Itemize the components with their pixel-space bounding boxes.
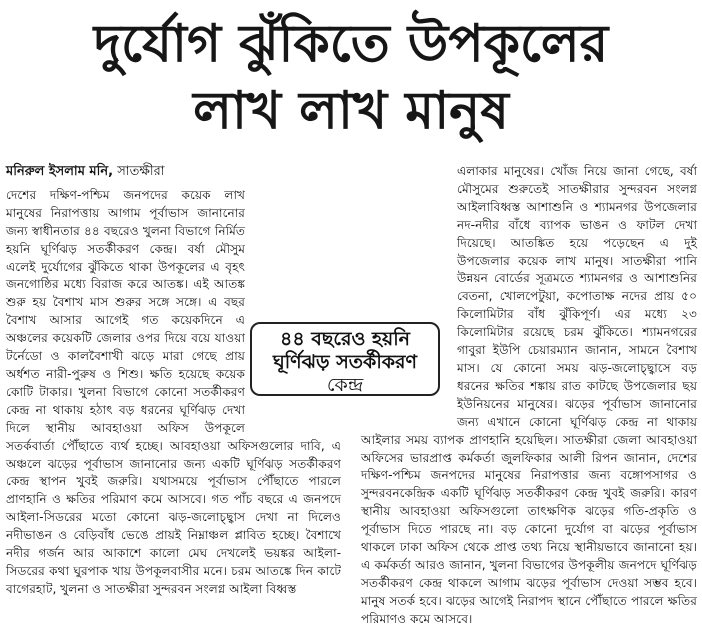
- pullquote-line-2: ঘূর্ণিঝড় সতর্কীকরণ: [273, 351, 417, 373]
- headline-line-2: লাখ লাখ মানুষ: [193, 81, 509, 141]
- byline: [6, 163, 341, 181]
- pullquote-line-3: কেন্দ্র: [326, 374, 364, 396]
- pullquote-line-1: ৪৪ বছরেও হয়নি: [280, 328, 410, 350]
- byline-place: সাতক্ষীরা: [113, 164, 165, 179]
- article-body-left: দেশের দক্ষিণ-পশ্চিম জনপদের কয়েক লাখ মানুষের নিরাপত্তায় আগাম পূর্বাভাস জানানোর জন্য স্বাধীনতার ৪৪ বছরেও খুলনা বিভাগে নির্মিত হয়নি ঘূর্ণিঝড় সতর্কীকরণ কেন্দ্র। বর্ষা মৌসুম এলেই দুর্যোগের ঝুঁকিতে থাকা উপকূলের এ বৃহৎ জনগোষ্ঠির মধ্যে বিরাজ করে আতঙ্ক। এই আতঙ্ক শুরু হয় বৈশাখ মাস শুরুর সঙ্গে সঙ্গে। এ বছর বৈশাখ আসার আগেই গত কয়েকদিনে এ অঞ্চলের কয়েকটি জেলার ওপর দিয়ে বয়ে যাওয়া টর্নেডো ও কালবৈশাখী ঝড়ে মারা গেছে প্রায় অর্ধশত নারী-পুরুষ ও শিশু। ক্ষতি হয়েছে কয়েক কোটি টাকার। খুলনা বিভাগে কোনো সতর্কীকরণ কেন্দ্র না থাকায় হঠাৎ বড় ধরনের ঘূর্ণিঝড় দেখা দিলে স্থানীয় আবহাওয়া অফিস উপকূলে সতর্কবার্তা পৌঁছাতে ব্যর্থ হচ্ছে। আবহাওয়া অফিসগুলোর দাবি, এ অঞ্চলে ঝড়ের পূর্বাভাস জানানোর জন্য একটি ঘূর্ণিঝড় সতর্কীকরণ কেন্দ্র স্থাপন খুবই জরুরি। যথাসময়ে পূর্বাভাস পৌঁছাতে পারলে প্রাণহানি ও ক্ষতির পরিমাণ কমে আসবে। গত পাঁচ বছরে এ জনপদে আইলা-সিডরের মতো কোনো ঝড়-জলোচ্ছ্বাস দেখা না দিলেও নদীভাঙন ও বেড়িবাঁধ ভেঙে প্রায়ই নিম্নাঞ্চল প্লাবিত হচ্ছে। বৈশাখে নদীর গর্জন আর আকাশে কালো মেঘ দেখলেই ভয়ঙ্কর আইলা-সিডরের কথা ঘুরপাক খায় উপকূলবাসীর মনে। চরম আতঙ্কে দিন কাটে বাগেরহাট, খুলনা ও সাতক্ষীরা সুন্দরবন সংলগ্ন আইলা বিধ্বস্ত: [6, 187, 341, 596]
- pullquote-box: [250, 322, 440, 396]
- headline: [0, 12, 702, 146]
- article-body-right: এলাকার মানুষের। খোঁজ নিয়ে জানা গেছে, বর্ষা মৌসুমের শুরুতেই সাতক্ষীরার সুন্দরবন সংলগ্ন আইলাবিধ্বস্ত আশাশুনি ও শ্যামনগর উপজেলার নদ-নদীর বাঁধে ব্যাপক ভাঙন ও ফাটল দেখা দিয়েছে। আতঙ্কিত হয়ে পড়েছেন এ দুই উপজেলার কয়েক লাখ মানুষ। সাতক্ষীরা পানি উন্নয়ন বোর্ডের সূত্রমতে শ্যামনগর ও আশাশুনির বেতনা, খোলপেটুয়া, কপোতাক্ষ নদের প্রায় ৫০ কিলোমিটার বাঁধ ঝুঁকিপূর্ণ। এর মধ্যে ২৩ কিলোমিটার রয়েছে চরম ঝুঁকিতে। শ্যামনগরের গাবুরা ইউপি চেয়ারম্যান জানান, সামনে বৈশাখ মাস। যে কোনো সময় ঝড়-জলোচ্ছ্বাসে বড় ধরনের ক্ষতির শঙ্কায় রাত কাটছে উপজেলার ছয় ইউনিয়নের মানুষের। ঝড়ের পূর্বাভাস জানানোর জন্য এখানে কোনো ঘূর্ণিঝড় কেন্দ্র না থাকায় আইলার সময় ব্যাপক প্রাণহানি হয়েছিল। সাতক্ষীরা জেলা আবহাওয়া অফিসের ভারপ্রাপ্ত কর্মকর্তা জুলফিকার আলী রিপন জানান, দেশের দক্ষিণ-পশ্চিম জনপদের মানুষের নিরাপত্তার জন্য বঙ্গোপসাগর ও সুন্দরবনকেন্দ্রিক একটি ঘূর্ণিঝড় সতর্কীকরণ কেন্দ্র খুবই জরুরি। কারণ স্থানীয় আবহাওয়া অফিসগুলো তাৎক্ষণিক ঝড়ের গতি-প্রকৃতি ও পূর্বাভাস দিতে পারছে না। বড় কোনো দুর্যোগ বা ঝড়ের পূর্বাভাস থাকলে ঢাকা অফিস থেকে প্রাপ্ত তথ্য নিয়ে স্থানীয়ভাবে জানানো হয়। এ কর্মকর্তা আরও জানান, খুলনা বিভাগের উপকূলীয় জনপদে ঘূর্ণিঝড় সতর্কীকরণ কেন্দ্র থাকলে আগাম ঝড়ের পূর্বাভাস দেওয়া সম্ভব হবে। মানুষ সতর্ক হবে। ঝড়ের আগেই নিরাপদ স্থানে পৌঁছাতে পারলে ক্ষতির পরিমাণও কমে আসবে।: [361, 164, 697, 626]
- headline-line-1: দুর্যোগ ঝুঁকিতে উপকূলের: [93, 14, 609, 74]
- byline-author: মনিরুল ইসলাম মনি,: [6, 164, 114, 179]
